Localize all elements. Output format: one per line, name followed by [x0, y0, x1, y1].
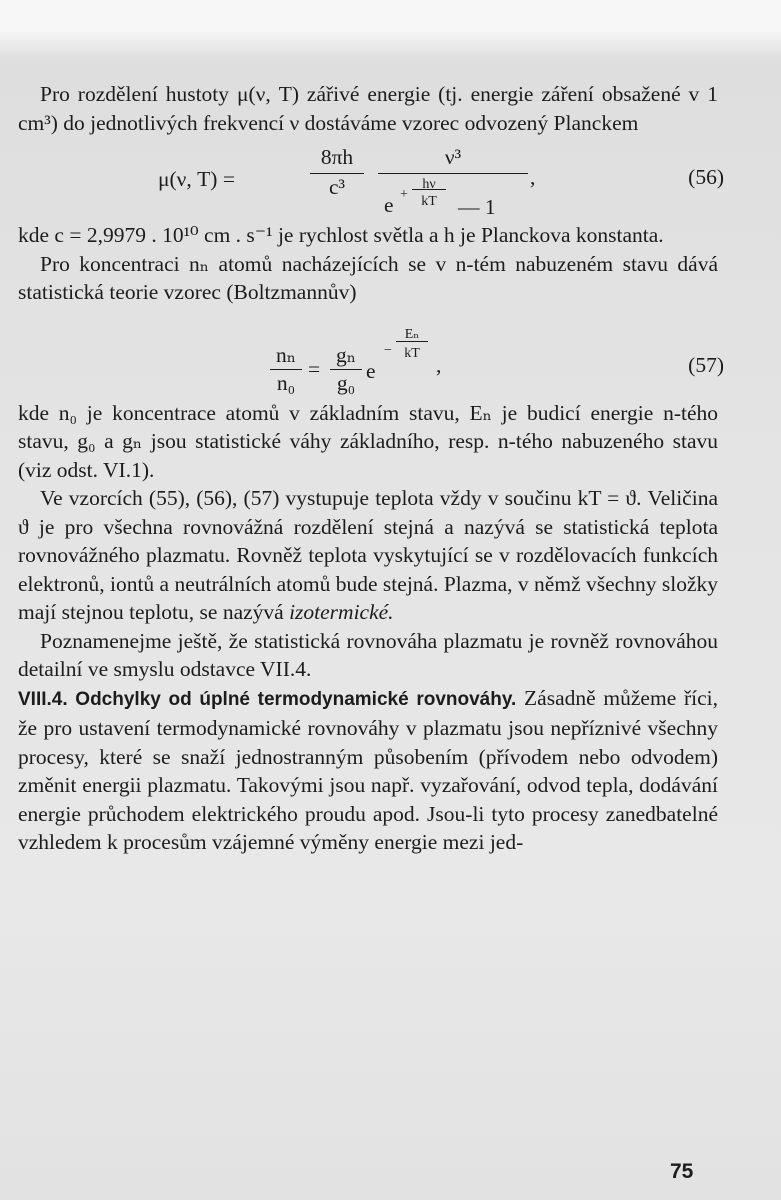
eq56-fraction-bar	[378, 173, 528, 174]
section-viii-4	[18, 684, 718, 857]
eq57-equals: =	[308, 356, 321, 381]
paragraph-detailed-balance: Poznamenejme ještě, že statistická rovnováha plazmatu je rovněž rovnováhou detailní ve smyslu odstavce VII.4.	[18, 628, 718, 681]
eq56-coef-numerator: 8πh	[320, 145, 354, 169]
paragraph-boltzmann-intro: Pro koncentraci nₙ atomů nacházejících se v n-tém nabuzeném stavu dává statistická teorie vzorec (Boltzmannův)	[18, 251, 718, 304]
eq56-exp-base: e	[384, 193, 394, 217]
eq57-base: e	[366, 358, 376, 383]
book-page-text	[18, 80, 724, 857]
eq57-comma: ,	[436, 352, 442, 377]
p5-text: Ve vzorcích (55), (56), (57) vystupuje teplota vždy v součinu kT = ϑ. Veličina ϑ je pro všechna rovnovážná rozdělení stejná a nazývá se statistická teplota rovnovážného plazmatu. Rovněž teplota vyskytující se v rozdělovacích funkcích elektronů, iontů a neutrálních atomů bude stejná. Plazma, v němž všechny složky mají stejnou teplotu, se nazývá	[18, 486, 718, 624]
eq57-exp-numerator: Eₙ	[404, 326, 420, 342]
eq57-lhs-numerator: nₙ	[275, 342, 297, 367]
eq56-coef-denominator: c³	[329, 175, 345, 199]
page-number: 75	[670, 1160, 694, 1183]
paragraph-light-speed: kde c = 2,9979 . 10¹⁰ cm . s⁻¹ je rychlost světla a h je Planckova konstanta.	[18, 223, 664, 247]
eq57-lhs-denominator: n₀	[276, 370, 296, 395]
eq56-fraction-numerator: ν³	[444, 145, 462, 169]
eq57-exp-sign: −	[384, 342, 392, 358]
p5-italic-term: izotermické.	[289, 600, 394, 624]
eq56-exp-sign: +	[400, 187, 408, 202]
equation-number-56: (56)	[688, 165, 724, 189]
eq57-exp-denominator: kT	[404, 345, 420, 361]
eq56-comma: ,	[530, 165, 536, 189]
equation-57	[18, 307, 724, 399]
paragraph-statistical-temperature	[18, 484, 718, 627]
equation-number-57: (57)	[688, 352, 724, 377]
eq56-denominator-tail: — 1	[458, 195, 496, 219]
section-text: Zásadně můžeme říci, že pro ustavení termodynamické rovnováhy v plazmatu jsou nepříznivé všechny procesy, které se snaží jednostranným působením (přívodem nebo odvodem) změnit energii plazmatu. Takovými jsou např. vyzařování, odvod tepla, dodávání energie průchodem elektrického proudu apod. Jsou-li tyto procesy zanedbatelné vzhledem k procesům vzájemné výměny energie mezi jed-	[18, 685, 719, 854]
paragraph-planck-intro: Pro rozdělení hustoty μ(ν, T) zářivé energie (tj. energie záření obsažené v 1 cm³) do jednotlivých frekvencí ν dostáváme vzorec odvozený Planckem	[18, 82, 718, 135]
eq57-rhs-denominator: g₀	[336, 370, 356, 395]
paragraph-concentration-definitions: kde n₀ je koncentrace atomů v základním stavu, Eₙ je budicí energie n-tého stavu, g₀ a gₙ jsou statistické váhy základního, resp. n-tého nabuzeného stavu (viz odst. VI.1).	[18, 400, 718, 482]
eq56-exp-denominator: kT	[421, 194, 437, 209]
equation-56	[18, 137, 724, 221]
eq57-rhs-numerator: gₙ	[335, 342, 357, 367]
eq56-exp-numerator: hν	[422, 177, 436, 192]
section-heading: VIII.4. Odchylky od úplné termodynamické rovnováhy.	[18, 688, 517, 710]
eq56-lhs: μ(ν, T) =	[158, 167, 235, 191]
